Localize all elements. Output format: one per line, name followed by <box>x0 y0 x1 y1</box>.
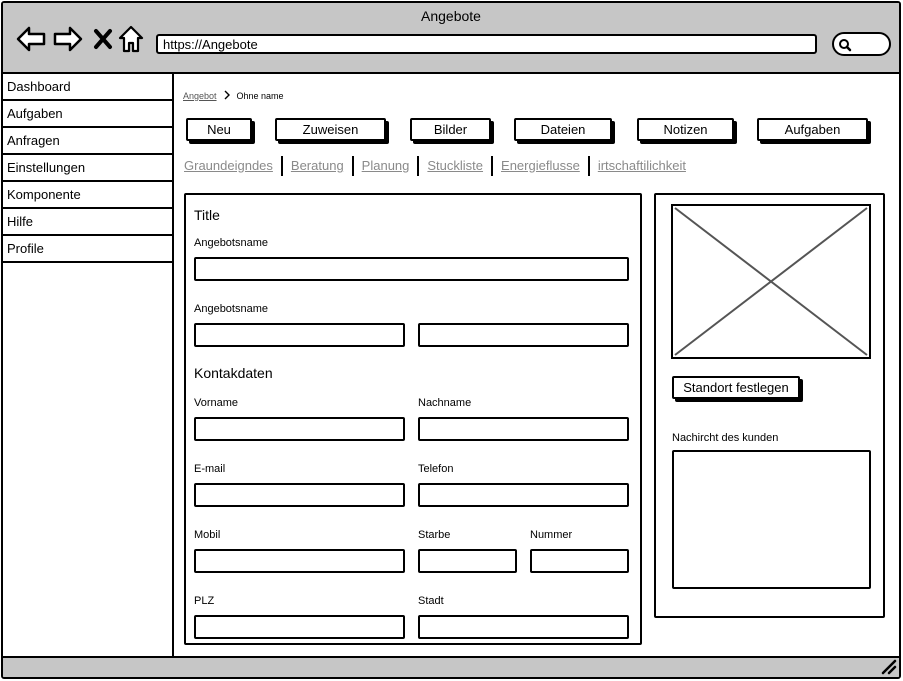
angebotsname2-input-right[interactable] <box>418 323 629 347</box>
arrow-left-icon <box>16 26 46 52</box>
stadt-input[interactable] <box>418 615 629 639</box>
stadt-label: Stadt <box>418 595 444 607</box>
telefon-input[interactable] <box>418 483 629 507</box>
kontakt-heading: Kontakdaten <box>194 365 273 381</box>
offer-form-panel <box>184 193 642 645</box>
chevron-right-icon <box>223 90 231 102</box>
tab-wirtschaftlichkeit[interactable]: irtschaftilichkeit <box>597 158 686 173</box>
sidebar-item-komponente[interactable]: Komponente <box>3 182 172 209</box>
mobil-input[interactable] <box>194 549 405 573</box>
tab-beratung[interactable]: Beratung <box>283 156 354 176</box>
sidebar-item-profile[interactable]: Profile <box>3 236 172 263</box>
sidebar-item-aufgaben[interactable]: Aufgaben <box>3 101 172 128</box>
form-title: Title <box>194 207 220 223</box>
tab-planung[interactable]: Planung <box>354 156 420 176</box>
sidebar-item-einstellungen[interactable]: Einstellungen <box>3 155 172 182</box>
sidebar-item-dashboard[interactable]: Dashboard <box>3 74 172 101</box>
notizen-button[interactable]: Notizen <box>637 118 734 141</box>
resize-grip-icon[interactable] <box>879 657 897 679</box>
tab-bar <box>184 156 694 176</box>
location-panel <box>654 193 885 618</box>
tab-energieflusse[interactable]: Energieflusse <box>493 156 590 176</box>
breadcrumb-current: Ohne name <box>236 91 284 101</box>
home-icon <box>118 25 144 53</box>
sidebar-item-anfragen[interactable]: Anfragen <box>3 128 172 155</box>
nummer-input[interactable] <box>530 549 629 573</box>
home-button[interactable] <box>115 23 147 55</box>
plz-label: PLZ <box>194 595 215 607</box>
status-bar <box>3 656 899 679</box>
breadcrumb-link-angebot[interactable]: Angebot <box>183 91 217 101</box>
standort-festlegen-button[interactable]: Standort festlegen <box>672 376 800 399</box>
message-label: Nachircht des kunden <box>672 432 779 444</box>
zuweisen-button[interactable]: Zuweisen <box>275 118 386 141</box>
angebotsname-label: Angebotsname <box>194 237 268 249</box>
angebotsname-input[interactable] <box>194 257 629 281</box>
url-input[interactable]: https://Angebote <box>156 34 817 54</box>
title-bar <box>3 3 899 74</box>
bilder-button[interactable]: Bilder <box>410 118 491 141</box>
image-placeholder <box>671 204 871 359</box>
nummer-label: Nummer <box>530 529 573 541</box>
tab-stuckliste[interactable]: Stuckliste <box>419 156 493 176</box>
starbe-label: Starbe <box>418 529 451 541</box>
vorname-input[interactable] <box>194 417 405 441</box>
angebotsname2-label: Angebotsname <box>194 303 268 315</box>
close-icon <box>92 28 114 50</box>
aufgaben-button[interactable]: Aufgaben <box>757 118 868 141</box>
window-title: Angebote <box>421 8 481 24</box>
vorname-label: Vorname <box>194 397 239 409</box>
back-button[interactable] <box>15 23 47 55</box>
neu-button[interactable]: Neu <box>186 118 252 141</box>
plz-input[interactable] <box>194 615 405 639</box>
nachname-input[interactable] <box>418 417 629 441</box>
arrow-right-icon <box>53 26 83 52</box>
search-button[interactable] <box>832 32 891 56</box>
angebotsname2-input-left[interactable] <box>194 323 405 347</box>
email-input[interactable] <box>194 483 405 507</box>
dateien-button[interactable]: Dateien <box>514 118 612 141</box>
tab-graundeigndes[interactable]: Graundeigndes <box>184 156 283 176</box>
sidebar <box>3 74 174 658</box>
telefon-label: Telefon <box>418 463 454 475</box>
starbe-input[interactable] <box>418 549 517 573</box>
breadcrumb <box>183 90 284 102</box>
sidebar-item-hilfe[interactable]: Hilfe <box>3 209 172 236</box>
image-placeholder-icon <box>673 206 869 357</box>
nachname-label: Nachname <box>418 397 472 409</box>
forward-button[interactable] <box>52 23 84 55</box>
mobil-label: Mobil <box>194 529 221 541</box>
customer-message-textarea[interactable] <box>672 450 871 589</box>
email-label: E-mail <box>194 463 226 475</box>
